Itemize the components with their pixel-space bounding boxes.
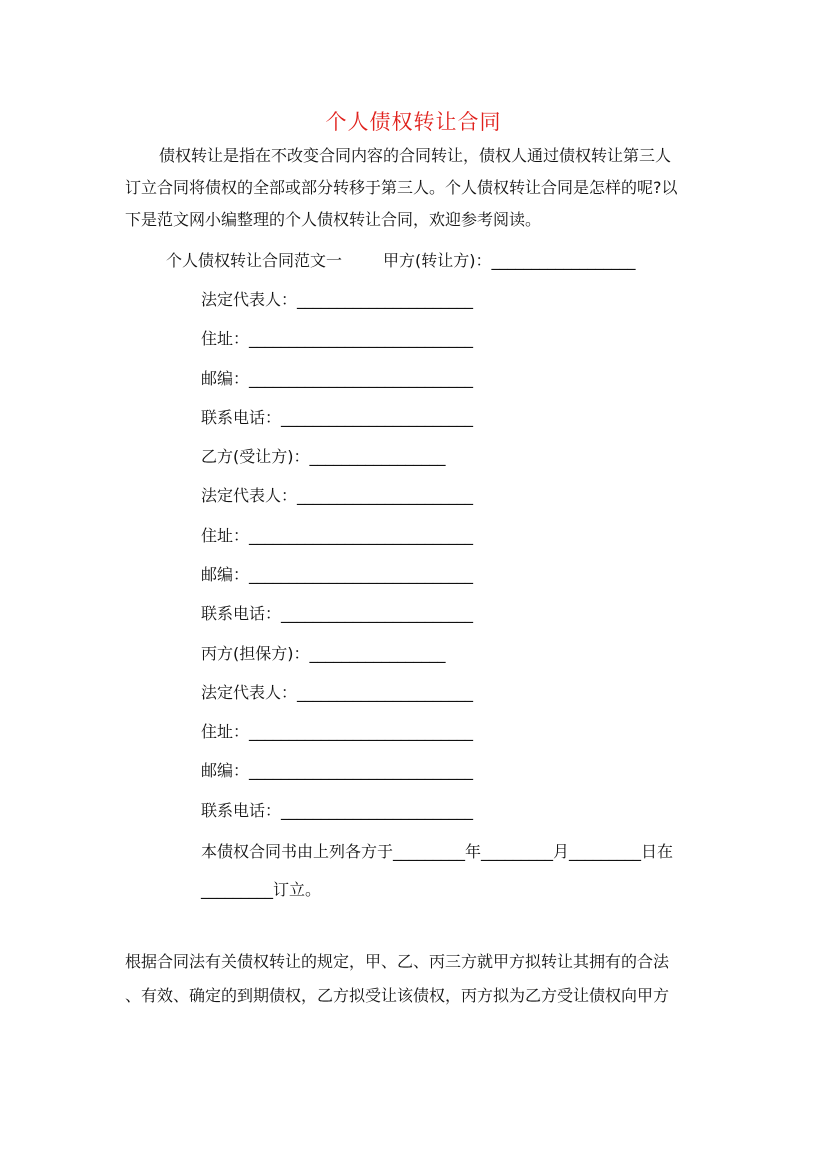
- document-title: 个人债权转让合同: [325, 110, 502, 134]
- party-a-address: 住址：____________________________: [201, 329, 474, 348]
- body-line-2: 、有效、确定的到期债权，乙方拟受让该债权，丙方拟为乙方受让债权向甲方: [125, 986, 670, 1005]
- signing-date-line: 本债权合同书由上列各方于_________年_________月_________日在: [201, 842, 674, 861]
- party-a-phone: 联系电话：________________________: [201, 408, 474, 427]
- intro-line-3: 下是范文网小编整理的个人债权转让合同，欢迎参考阅读。: [125, 210, 542, 229]
- party-c-postcode: 邮编：____________________________: [201, 761, 474, 780]
- party-c-representative: 法定代表人：______________________: [201, 683, 474, 702]
- party-c-field: 丙方(担保方)：_________________: [201, 644, 446, 663]
- signing-place-line: _________订立。: [201, 880, 322, 899]
- party-b-address: 住址：____________________________: [201, 526, 474, 545]
- sample-heading: 个人债权转让合同范文一: [166, 251, 343, 270]
- party-b-phone: 联系电话：________________________: [201, 604, 474, 623]
- body-line-1: 根据合同法有关债权转让的规定，甲、乙、丙三方就甲方拟转让其拥有的合法: [125, 952, 670, 971]
- party-a-field: 甲方(转让方)：__________________: [383, 251, 636, 270]
- party-a-representative: 法定代表人：______________________: [201, 290, 474, 309]
- party-b-field: 乙方(受让方)：_________________: [201, 447, 446, 466]
- party-b-postcode: 邮编：____________________________: [201, 565, 474, 584]
- intro-line-1: 债权转让是指在不改变合同内容的合同转让，债权人通过债权转让第三人: [159, 146, 672, 165]
- party-c-address: 住址：____________________________: [201, 722, 474, 741]
- intro-line-2: 订立合同将债权的全部或部分转移于第三人。个人债权转让合同是怎样的呢?以: [125, 178, 678, 197]
- party-a-postcode: 邮编：____________________________: [201, 369, 474, 388]
- party-b-representative: 法定代表人：______________________: [201, 486, 474, 505]
- party-c-phone: 联系电话：________________________: [201, 801, 474, 820]
